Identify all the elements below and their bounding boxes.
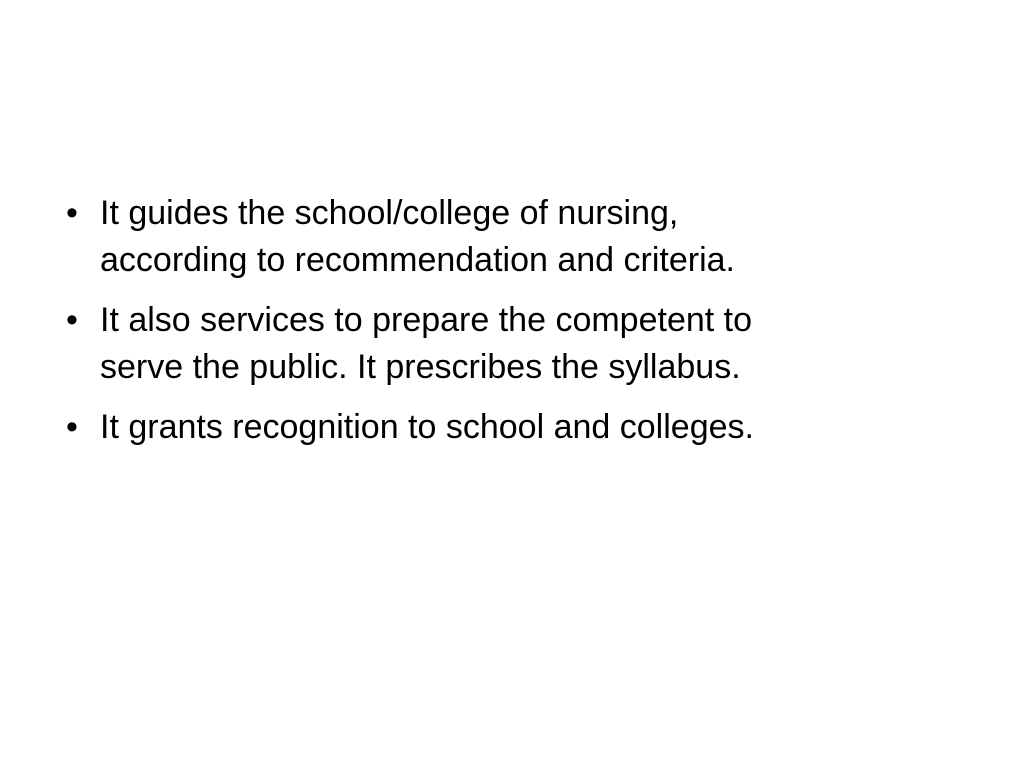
bullet-item-recognition	[58, 404, 958, 451]
bullet-dot-icon: •	[66, 194, 78, 232]
bullet-text	[100, 190, 958, 284]
bullet-line: serve the public. It prescribes the syllabus.	[100, 348, 741, 386]
bullet-dot-icon: •	[66, 301, 78, 339]
bullet-list	[58, 190, 958, 464]
bullet-line: It also services to prepare the competent to	[100, 301, 753, 339]
bullet-line: according to recommendation and criteria.	[100, 241, 735, 279]
bullet-text	[100, 297, 958, 391]
bullet-dot-icon: •	[66, 408, 78, 446]
bullet-item-services	[58, 297, 958, 391]
bullet-item-guides	[58, 190, 958, 284]
bullet-text	[100, 404, 958, 451]
bullet-line: It guides the school/college of nursing,	[100, 194, 679, 232]
bullet-line: It grants recognition to school and colleges.	[100, 408, 754, 446]
